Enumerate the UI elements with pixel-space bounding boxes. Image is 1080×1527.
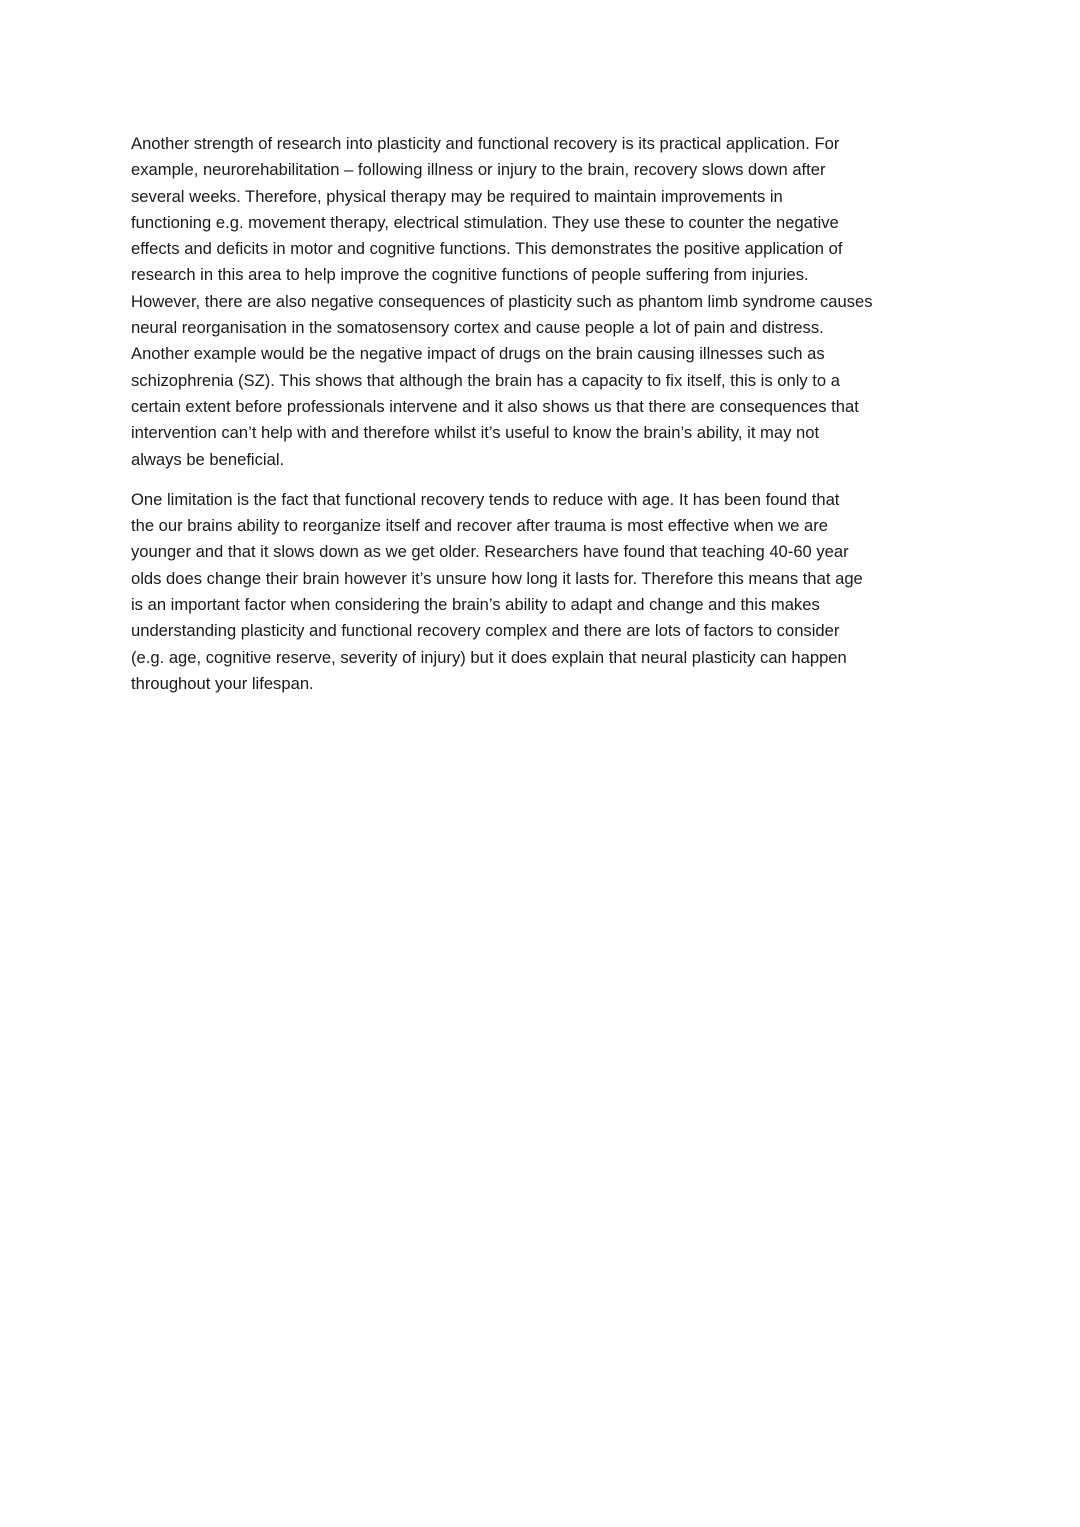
text-line: effects and deficits in motor and cognitive functions. This demonstrates the positive application of	[131, 239, 843, 259]
document-body	[131, 131, 961, 697]
text-line: neural reorganisation in the somatosensory cortex and cause people a lot of pain and distress.	[131, 318, 824, 338]
text-line: younger and that it slows down as we get older. Researchers have found that teaching 40-60 year	[131, 542, 849, 562]
text-line: Another example would be the negative impact of drugs on the brain causing illnesses such as	[131, 344, 825, 364]
text-line: olds does change their brain however it’s unsure how long it lasts for. Therefore this means that age	[131, 568, 863, 588]
text-line: certain extent before professionals intervene and it also shows us that there are consequences that	[131, 396, 859, 416]
text-line: example, neurorehabilitation – following illness or injury to the brain, recovery slows down after	[131, 160, 826, 180]
text-line: functioning e.g. movement therapy, electrical stimulation. They use these to counter the negative	[131, 212, 839, 232]
text-line: schizophrenia (SZ). This shows that although the brain has a capacity to fix itself, this is only to a	[131, 370, 840, 390]
text-line: research in this area to help improve the cognitive functions of people suffering from injuries.	[131, 265, 809, 285]
text-line: several weeks. Therefore, physical therapy may be required to maintain improvements in	[131, 186, 783, 206]
text-line: One limitation is the fact that functional recovery tends to reduce with age. It has been found that	[131, 489, 840, 509]
text-line: understanding plasticity and functional recovery complex and there are lots of factors to consider	[131, 621, 840, 641]
text-line: (e.g. age, cognitive reserve, severity of injury) but it does explain that neural plasticity can happen	[131, 647, 847, 667]
text-line: Another strength of research into plasticity and functional recovery is its practical application. For	[131, 134, 840, 153]
text-line: the our brains ability to reorganize itself and recover after trauma is most effective when we are	[131, 516, 828, 536]
paragraph-strength-practical-application	[131, 131, 961, 473]
text-line: is an important factor when considering the brain’s ability to adapt and change and this makes	[131, 595, 820, 615]
text-line: throughout your lifespan.	[131, 673, 314, 693]
paragraph-limitation-age	[131, 487, 961, 697]
text-line: always be beneficial.	[131, 449, 285, 469]
text-line: However, there are also negative consequences of plasticity such as phantom limb syndrome causes	[131, 291, 873, 311]
text-line: intervention can’t help with and therefore whilst it’s useful to know the brain’s ability, it may not	[131, 423, 820, 443]
